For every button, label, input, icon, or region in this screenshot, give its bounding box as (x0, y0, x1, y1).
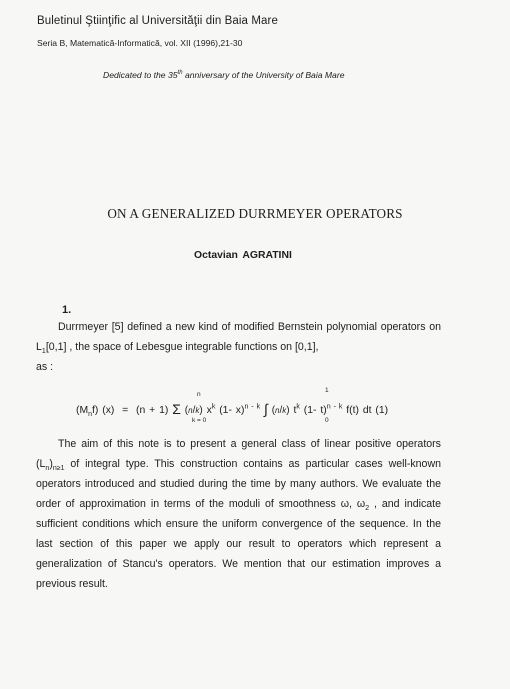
formula-lhs-b: f) (x) (92, 405, 115, 416)
sum-upper-limit: n (197, 391, 201, 398)
formula-term1-sup: k (211, 403, 216, 411)
binomial-1-top: n (188, 406, 193, 415)
formula-term2: (1- x) (219, 405, 245, 416)
formula-equals: = (122, 405, 129, 416)
dedication-before: Dedicated to the 35 (103, 70, 178, 80)
author-name: Octavian AGRATINI (194, 250, 292, 261)
formula-factor: (n + 1) (136, 405, 169, 416)
formula-term4-sup: n - k (326, 403, 343, 411)
para1-line2a: operators on L (36, 321, 441, 353)
para1-line2b: [0,1] , the space of Lebesgue integrable functions on [0,1], (45, 341, 319, 353)
dedication-after: anniversary of the University of Baia Mare (182, 70, 345, 80)
formula-main-line (76, 400, 388, 418)
integral-upper-limit: 1 (325, 387, 329, 394)
para2-line2-sub1: n (45, 465, 50, 473)
formula-lhs-sub: n (88, 411, 93, 419)
formula-term3-sup: k (296, 403, 300, 411)
dedication (103, 70, 344, 80)
omega-2-sub: 2 (365, 505, 370, 513)
formula-term2-sup: n - k (244, 403, 261, 411)
formula-number: (1) (375, 405, 389, 416)
para2-line7: this paper we apply our result to operators which represent a (115, 538, 441, 550)
para2-line8: generalization of Stancu's operators. We mention that our estimation (36, 558, 381, 570)
formula-term1: x (206, 405, 212, 416)
para2-line5c: , and indicate sufficient conditions which (36, 498, 441, 530)
omega-2: ω (356, 498, 366, 510)
para2-line2c: of integral type. This construction contains as particular (64, 458, 350, 470)
para2-line5b: , (349, 498, 357, 510)
para2-line1: The aim of this note is to present a general class of linear positive (58, 438, 392, 450)
para2-line4: many authors. We evaluate the order of approximation in terms of the (36, 478, 442, 510)
formula-term3: t (293, 405, 297, 416)
binomial-2-bottom: k (282, 406, 287, 415)
binomial-2: (n/k) (271, 405, 290, 416)
paper-title: ON A GENERALIZED DURRMEYER OPERATORS (107, 206, 403, 221)
integral-symbol: ∫ (263, 401, 268, 417)
formula-1 (36, 380, 456, 430)
integral-lower-limit: 0 (325, 417, 329, 424)
para2-line2a: operators (L (36, 438, 441, 470)
omega-1: ω (340, 498, 350, 510)
paragraph-2 (36, 434, 441, 594)
para1-line2-sub: 1 (41, 348, 46, 356)
formula-term4: (1- t) (303, 405, 327, 416)
journal-name: Buletinul Ştiinţific al Universităţii din Baia Mare (37, 15, 278, 27)
binomial-1: (n/k) (184, 405, 203, 416)
formula-lhs-a: (M (76, 405, 89, 416)
dedication-sup: th (177, 70, 183, 77)
para1-line3: as : (36, 361, 54, 373)
sum-lower-limit: k = 0 (192, 417, 207, 424)
section-number: 1. (62, 304, 72, 316)
paragraph-1 (36, 317, 441, 377)
para1-line1: Durrmeyer [5] defined a new kind of modified Bernstein polynomial (58, 321, 378, 333)
journal-series: Seria B, Matematică-Informatică, vol. XII (1996),21-30 (37, 38, 243, 48)
formula-term5: f(t) dt (346, 405, 372, 416)
para2-line2-sub2: n≥1 (52, 465, 65, 473)
binomial-2-top: n (275, 406, 280, 415)
binomial-1-bottom: k (195, 406, 200, 415)
para2-line3: cases well-known operators introduced and studied during the time by (36, 458, 441, 490)
para2-line9: improves a previous result. (36, 558, 441, 590)
para2-line6: ensure the uniform convergence of the sequence. In the last section of (36, 518, 441, 550)
para2-line5a: moduli of smoothness (228, 498, 341, 510)
sum-symbol: Σ (172, 401, 181, 417)
para2-line2b: ) (49, 458, 53, 470)
